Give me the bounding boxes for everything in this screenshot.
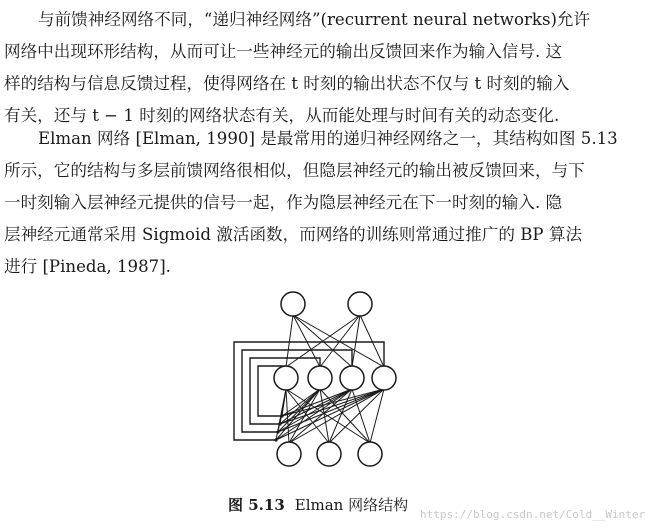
input-neuron	[317, 442, 341, 466]
text-line: 与前馈神经网络不同，“递归神经网络”(recurrent neural networks)允许	[38, 10, 591, 29]
edge-hidden-output	[320, 315, 360, 367]
figure-label: 图 5.13	[228, 496, 285, 514]
text-line: Elman 网络 [Elman, 1990] 是最常用的递归神经网络之一，其结构如图 5.13	[38, 129, 618, 148]
edge-context-hidden	[282, 389, 286, 416]
feedback-junction	[276, 430, 279, 433]
output-neuron	[281, 292, 305, 316]
figure-caption	[228, 494, 408, 515]
watermark: https://blog.csdn.net/Cold__Winter	[420, 508, 646, 521]
text-line: 样的结构与信息反馈过程，使得网络在 t 时刻的输出状态不仅与 t 时刻的输入	[4, 74, 570, 93]
paragraph-1	[4, 4, 644, 132]
feedback-junction	[280, 414, 283, 417]
text-line: 一时刻输入层神经元提供的信号一起，作为隐层神经元在下一时刻的输入. 隐	[4, 193, 563, 212]
figure-title: Elman 网络结构	[294, 496, 409, 514]
text-line: 网络中出现环形结构，从而可让一些神经元的输出反馈回来作为输入信号. 这	[4, 42, 563, 61]
edge-hidden-output	[360, 315, 384, 367]
text-line: 层神经元通常采用 Sigmoid 激活函数，而网络的训练则常通过推广的 BP 算法	[4, 225, 583, 244]
text-line: 进行 [Pineda, 1987].	[4, 257, 171, 276]
elman-network-diagram	[230, 282, 430, 488]
hidden-neuron	[274, 366, 298, 390]
hidden-neuron	[372, 366, 396, 390]
feedback-junction	[274, 438, 277, 441]
edge-input-hidden	[370, 389, 384, 443]
edge-hidden-output	[286, 315, 293, 367]
text-line: 有关，还与 t − 1 时刻的网络状态有关，从而能处理与时间有关的动态变化.	[4, 106, 560, 125]
hidden-neuron	[308, 366, 332, 390]
paragraph-2	[4, 123, 644, 283]
feedback-junction	[278, 422, 281, 425]
input-neuron	[277, 442, 301, 466]
edge-input-hidden	[286, 389, 329, 443]
edge-hidden-output	[352, 315, 360, 367]
output-neuron	[348, 292, 372, 316]
text-line: 所示，它的结构与多层前馈网络很相似，但隐层神经元的输出被反馈回来，与下	[4, 161, 585, 180]
input-neuron	[358, 442, 382, 466]
edge-context-hidden	[278, 389, 384, 432]
hidden-neuron	[340, 366, 364, 390]
